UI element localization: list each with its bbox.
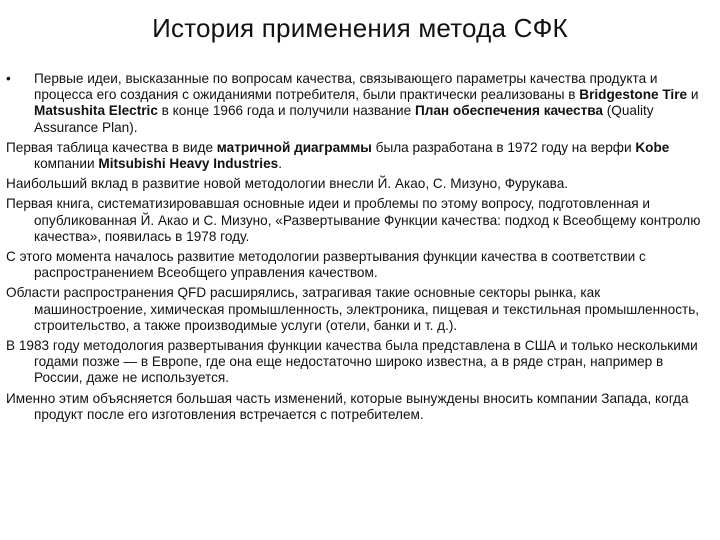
paragraph-usa-europe: В 1983 году методология развертывания функции качества была представлена в США и только несколькими годами позже — в Европе, где она еще недостаточно широко известна, а в ряде стран, например в России, даже не используется. [6,338,698,386]
plan-name: План обеспечения качества [414,103,603,119]
paragraph-first-book: Первая книга, систематизировавшая основные идеи и проблемы по этому вопросу, подготовленная и опубликованная Й. Акао и С. Мизуно, «Развертывание Функции качества: подход к Всеобщему контролю качества», появилась в 1978 году. [6,196,701,244]
matrix-diagram-term: матричной диаграммы [216,139,372,155]
bullet-icon: • [6,71,11,86]
paragraph-methodology-development: С этого момента началось развитие методологии развертывания функции качества в соответствии с распространением Всеобщего управления качеством. [6,249,646,281]
paragraph-western-companies: Именно этим объясняется большая часть изменений, которые вынуждены вносить компании Запада, когда продукт после его изготовления встречается с потребителем. [6,390,689,422]
company-bridgestone: Bridgestone Tire [579,87,688,103]
paragraph-qfd-areas: Области распространения QFD расширялись, затрагивая такие основные секторы рынка, как машиностроение, химическая промышленность, электроника, пищевая и текстильная промышленность, строительство, а также производимые услуги (отели, банки и т. д.). [6,285,700,333]
paragraph-first-ideas: • Первые идеи, высказанные по вопросам качества, связывающего параметры качества продукта и процесса его создания с ожиданиями потребителя, были практически реализованы в Bridgestone Tire и Matsushita Electric в конце 1966 года и получили название План обеспечения качества (Quality Assurance Plan). [6,71,699,135]
slide-title: История применения метода СФК [152,13,568,43]
shipyard-kobe: Kobe [635,139,670,155]
slide-content [6,71,710,427]
paragraph-contributors: Наибольший вклад в развитие новой методологии внесли Й. Акао, С. Мизуно, Фурукава. [6,176,569,192]
paragraph-quality-table: Первая таблица качества в виде матричной диаграммы была разработана в 1972 году на верфи Kobe компании Mitsubishi Heavy Industries. [6,139,670,172]
company-matsushita: Matsushita Electric [34,103,158,119]
company-mitsubishi: Mitsubishi Heavy Industries [98,156,279,172]
